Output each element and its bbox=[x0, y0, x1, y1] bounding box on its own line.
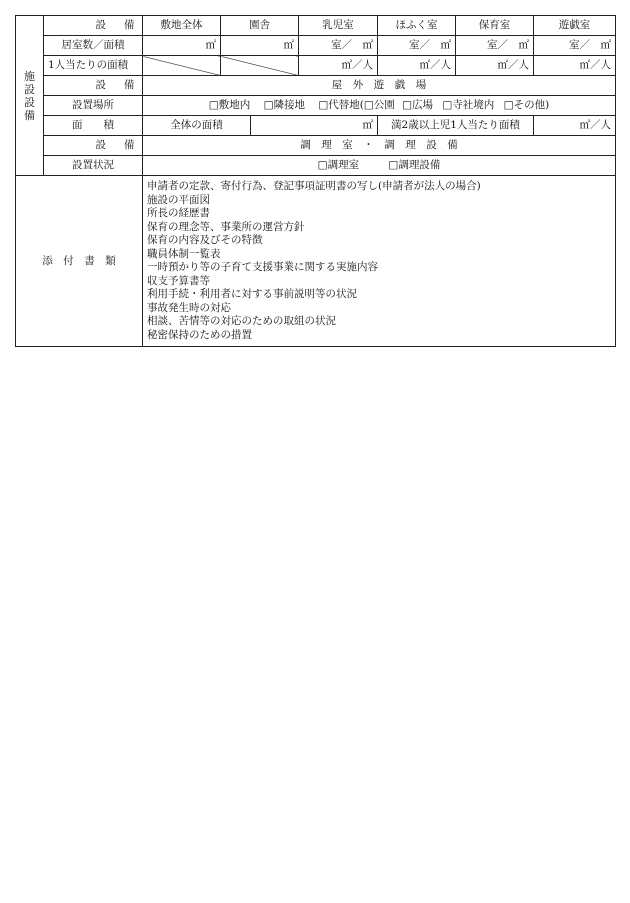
col-crawling-room: ほふく室 bbox=[378, 16, 456, 36]
outdoor-area-label: 面 積 bbox=[44, 116, 143, 136]
rooms-area-label: 居室数／面積 bbox=[44, 36, 143, 56]
play-per-person-field[interactable]: ㎡／人 bbox=[534, 56, 616, 76]
col-building: 園舎 bbox=[221, 16, 299, 36]
kitchen-header-row bbox=[16, 136, 616, 156]
attachment-item: 利用手続・利用者に対する事前説明等の状況 bbox=[147, 288, 357, 300]
attachments-label-text: 添 付 書 類 bbox=[42, 254, 116, 267]
attachment-item: 保育の内容及びその特徴 bbox=[147, 234, 263, 246]
attachment-item: 施設の平面図 bbox=[147, 193, 210, 206]
per-child-area-field[interactable]: ㎡／人 bbox=[534, 116, 616, 136]
rooms-area-row bbox=[16, 36, 616, 56]
nursery-per-person-field[interactable]: ㎡／人 bbox=[456, 56, 534, 76]
room-unit: 室／ bbox=[409, 39, 430, 51]
location-label: 設置場所 bbox=[44, 96, 143, 116]
play-room-field[interactable] bbox=[534, 36, 616, 56]
nursery-room-field[interactable] bbox=[456, 36, 534, 56]
attachment-item: 一時預かり等の子育て支援事業に関する実施内容 bbox=[147, 261, 378, 273]
attachment-item: 事故発生時の対応 bbox=[147, 301, 231, 314]
site-area-field[interactable] bbox=[143, 36, 221, 56]
room-unit: 室／ bbox=[569, 39, 590, 51]
area-unit: ㎡ bbox=[440, 39, 451, 51]
kitchen-status-label: 設置状況 bbox=[44, 156, 143, 176]
checkbox-adjacent[interactable]: □隣接地 bbox=[263, 99, 305, 111]
site-diagonal-cell bbox=[143, 56, 221, 76]
checkbox-substitute[interactable]: □代替地(□公園 bbox=[318, 99, 395, 111]
attachment-item: 収支予算書等 bbox=[147, 274, 210, 287]
kitchen-equipment-label: 設 備 bbox=[44, 136, 143, 156]
checkbox-plaza[interactable]: □広場 bbox=[402, 99, 434, 111]
col-infant-room: 乳児室 bbox=[299, 16, 378, 36]
checkbox-temple-grounds[interactable]: □寺社境内 bbox=[442, 99, 495, 111]
location-row bbox=[16, 96, 616, 116]
per-person-label: 1人当たりの面積 bbox=[44, 56, 143, 76]
checkbox-other[interactable]: □その他) bbox=[503, 99, 550, 111]
kitchen-status-row bbox=[16, 156, 616, 176]
col-play-room: 遊戯室 bbox=[534, 16, 616, 36]
checkbox-kitchen-room[interactable]: □調理室 bbox=[317, 159, 360, 171]
col-nursery-room: 保育室 bbox=[456, 16, 534, 36]
attachment-item: 申請者の定款、寄付行為、登記事項証明書の写し(申請者が法人の場合) bbox=[147, 180, 481, 192]
side-char-1: 施 bbox=[24, 69, 35, 83]
area-unit: ㎡ bbox=[205, 39, 216, 51]
area-unit: ㎡ bbox=[600, 39, 611, 51]
outdoor-equipment-label: 設 備 bbox=[44, 76, 143, 96]
attachments-label bbox=[16, 176, 143, 347]
attachment-item: 所長の経歴書 bbox=[147, 207, 210, 219]
total-area-label: 全体の面積 bbox=[143, 116, 251, 136]
side-char-2: 設 bbox=[24, 82, 35, 96]
facility-header-row bbox=[16, 16, 616, 36]
infant-per-person-field[interactable]: ㎡／人 bbox=[299, 56, 378, 76]
per-child-area-label: 満2歳以上児1人当たり面積 bbox=[378, 116, 534, 136]
area-unit: ㎡ bbox=[518, 39, 529, 51]
infant-room-field[interactable] bbox=[299, 36, 378, 56]
side-char-4: 備 bbox=[24, 108, 35, 122]
room-unit: 室／ bbox=[487, 39, 508, 51]
room-unit: 室／ bbox=[331, 39, 352, 51]
location-options bbox=[143, 96, 616, 116]
attachment-item: 相談、苦情等の対応のための取組の状況 bbox=[147, 315, 336, 327]
building-diagonal-cell bbox=[221, 56, 299, 76]
building-area-field[interactable] bbox=[221, 36, 299, 56]
crawling-room-field[interactable] bbox=[378, 36, 456, 56]
equipment-label: 設 備 bbox=[44, 16, 143, 36]
area-unit: ㎡ bbox=[283, 39, 294, 51]
kitchen-title: 調 理 室 ・ 調 理 設 備 bbox=[143, 136, 616, 156]
crawling-per-person-field[interactable]: ㎡／人 bbox=[378, 56, 456, 76]
attachment-item: 職員体制一覧表 bbox=[147, 247, 221, 260]
attachments-list bbox=[143, 176, 616, 347]
kitchen-options bbox=[143, 156, 616, 176]
total-area-field[interactable]: ㎡ bbox=[251, 116, 378, 136]
attachment-item: 保育の理念等、事業所の運営方針 bbox=[147, 220, 305, 233]
attachments-row bbox=[16, 176, 616, 347]
checkbox-on-site[interactable]: □敷地内 bbox=[208, 99, 251, 111]
side-char-3: 設 bbox=[24, 95, 35, 109]
outdoor-header-row bbox=[16, 76, 616, 96]
outdoor-area-row bbox=[16, 116, 616, 136]
checkbox-kitchen-equipment[interactable]: □調理設備 bbox=[388, 159, 441, 171]
area-unit: ㎡ bbox=[362, 39, 373, 51]
outdoor-title: 屋 外 遊 戯 場 bbox=[143, 76, 616, 96]
attachment-item: 秘密保持のための措置 bbox=[147, 328, 252, 341]
col-site-whole: 敷地全体 bbox=[143, 16, 221, 36]
facility-side-label bbox=[16, 16, 44, 176]
per-person-row bbox=[16, 56, 616, 76]
facility-form-table bbox=[15, 15, 616, 347]
